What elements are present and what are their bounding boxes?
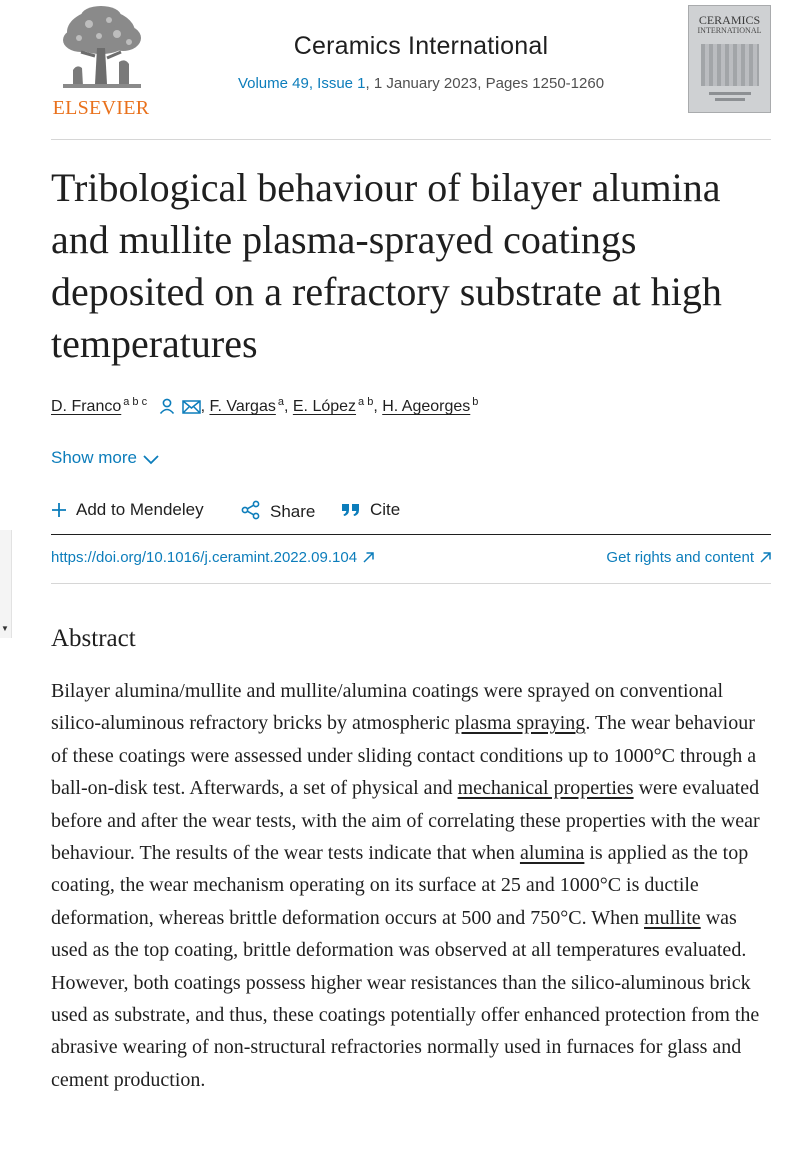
affiliation-marks[interactable]: b bbox=[472, 396, 479, 408]
author-list: D. Franco $^{a b c}$ , F. Vargas $^a$, E. López $^{a b}$, H. Ageorges $^b$ bbox=[51, 396, 771, 420]
volume-issue-link[interactable]: Volume 49, Issue 1 bbox=[237, 75, 366, 92]
journal-title-link[interactable]: Ceramics International bbox=[293, 32, 549, 60]
add-to-mendeley-button[interactable] bbox=[51, 500, 204, 520]
cover-subtitle: INTERNATIONAL bbox=[697, 26, 762, 35]
article-title: Tribological behaviour of bilayer alumina and mullite plasma-sprayed coatings deposited on a refractory substrate at high temperatures bbox=[51, 165, 722, 366]
abstract-text-part: was used as the top coating, brittle deformation was observed at all temperatures evaluated. However, both coatings possess higher wear resistances than the silico-aluminous brick used as substrate, and thus, these coatings potentially offer enhanced protection from the abrasive wearing of non-structural refractories normally used in furnaces for glass and cement production. bbox=[51, 906, 760, 1091]
side-panel-edge[interactable] bbox=[0, 530, 12, 638]
topic-link[interactable]: alumina bbox=[519, 842, 585, 865]
author-link[interactable]: D. Franco bbox=[51, 398, 122, 415]
cover-decoration bbox=[715, 98, 745, 101]
article-toolbar bbox=[51, 497, 771, 535]
share-label: Share bbox=[270, 502, 316, 521]
mendeley-label: Add to Mendeley bbox=[76, 500, 204, 519]
author-link[interactable]: H. Ageorges bbox=[382, 398, 471, 415]
show-more-button[interactable] bbox=[51, 448, 159, 468]
chevron-down-icon bbox=[143, 455, 159, 465]
issue-date-pages: , 1 January 2023, Pages 1250-1260 bbox=[365, 75, 605, 92]
external-link-icon bbox=[760, 552, 771, 563]
doi-link[interactable] bbox=[51, 549, 374, 566]
author-link[interactable]: E. López bbox=[292, 398, 357, 415]
journal-info bbox=[201, 32, 641, 92]
author-link[interactable]: F. Vargas bbox=[209, 398, 276, 415]
affiliation-marks[interactable]: a b bbox=[358, 396, 374, 408]
email-icon[interactable] bbox=[182, 399, 201, 420]
affiliation-marks[interactable]: a b c bbox=[123, 396, 148, 408]
cover-artwork bbox=[701, 44, 759, 86]
abstract-text-part: is applied as the top coating, the wear mechanism operating on its surface at 25 and 1000°C is ductile deformation, whereas brittle deformation occurs at 500 and 750°C. When bbox=[51, 842, 749, 929]
abstract-text bbox=[51, 675, 773, 1096]
cover-decoration bbox=[709, 92, 751, 95]
topic-link[interactable]: plasma spraying bbox=[454, 712, 586, 735]
cover-title: CERAMICS bbox=[698, 13, 761, 27]
quote-icon bbox=[341, 502, 361, 518]
publisher-name: ELSEVIER bbox=[52, 97, 150, 119]
show-more-label: Show more bbox=[51, 448, 137, 467]
share-button[interactable] bbox=[241, 500, 315, 522]
affiliation-marks[interactable]: a bbox=[277, 396, 284, 408]
doi-text: https://doi.org/10.1016/j.ceramint.2022.09.104 bbox=[51, 549, 358, 566]
abstract-text-part: were evaluated before and after the wear tests, with the aim of correlating these properties with the wear behaviour. The results of the wear tests indicate that when bbox=[51, 777, 760, 865]
cite-button[interactable] bbox=[341, 500, 400, 520]
journal-header bbox=[51, 0, 771, 140]
cite-label: Cite bbox=[370, 500, 401, 519]
elsevier-logo[interactable] bbox=[51, 4, 151, 119]
caret-down-icon[interactable]: ▼ bbox=[1, 624, 9, 633]
plus-icon bbox=[51, 502, 67, 518]
rights-text: Get rights and content bbox=[606, 549, 754, 566]
abstract-text-part: Bilayer alumina/mullite and mullite/alumina coatings were sprayed on conventional silico-aluminous refractory bricks by atmospheric bbox=[51, 680, 724, 735]
abstract-heading: Abstract bbox=[51, 625, 136, 652]
journal-cover-thumbnail[interactable] bbox=[688, 5, 771, 113]
rights-link[interactable] bbox=[606, 549, 771, 566]
topic-link[interactable]: mullite bbox=[644, 906, 701, 929]
person-icon[interactable] bbox=[158, 397, 176, 420]
abstract-text-part: . The wear behaviour of these coatings were assessed under sliding contact conditions up to 1000°C through a ball-on-disk test. Afterwards, a set of physical and bbox=[51, 712, 757, 800]
share-icon bbox=[241, 500, 261, 520]
topic-link[interactable]: mechanical properties bbox=[457, 777, 634, 800]
journal-issue-info bbox=[201, 75, 641, 92]
external-link-icon bbox=[363, 552, 374, 563]
doi-row bbox=[51, 536, 771, 584]
elsevier-tree-icon bbox=[51, 4, 151, 96]
